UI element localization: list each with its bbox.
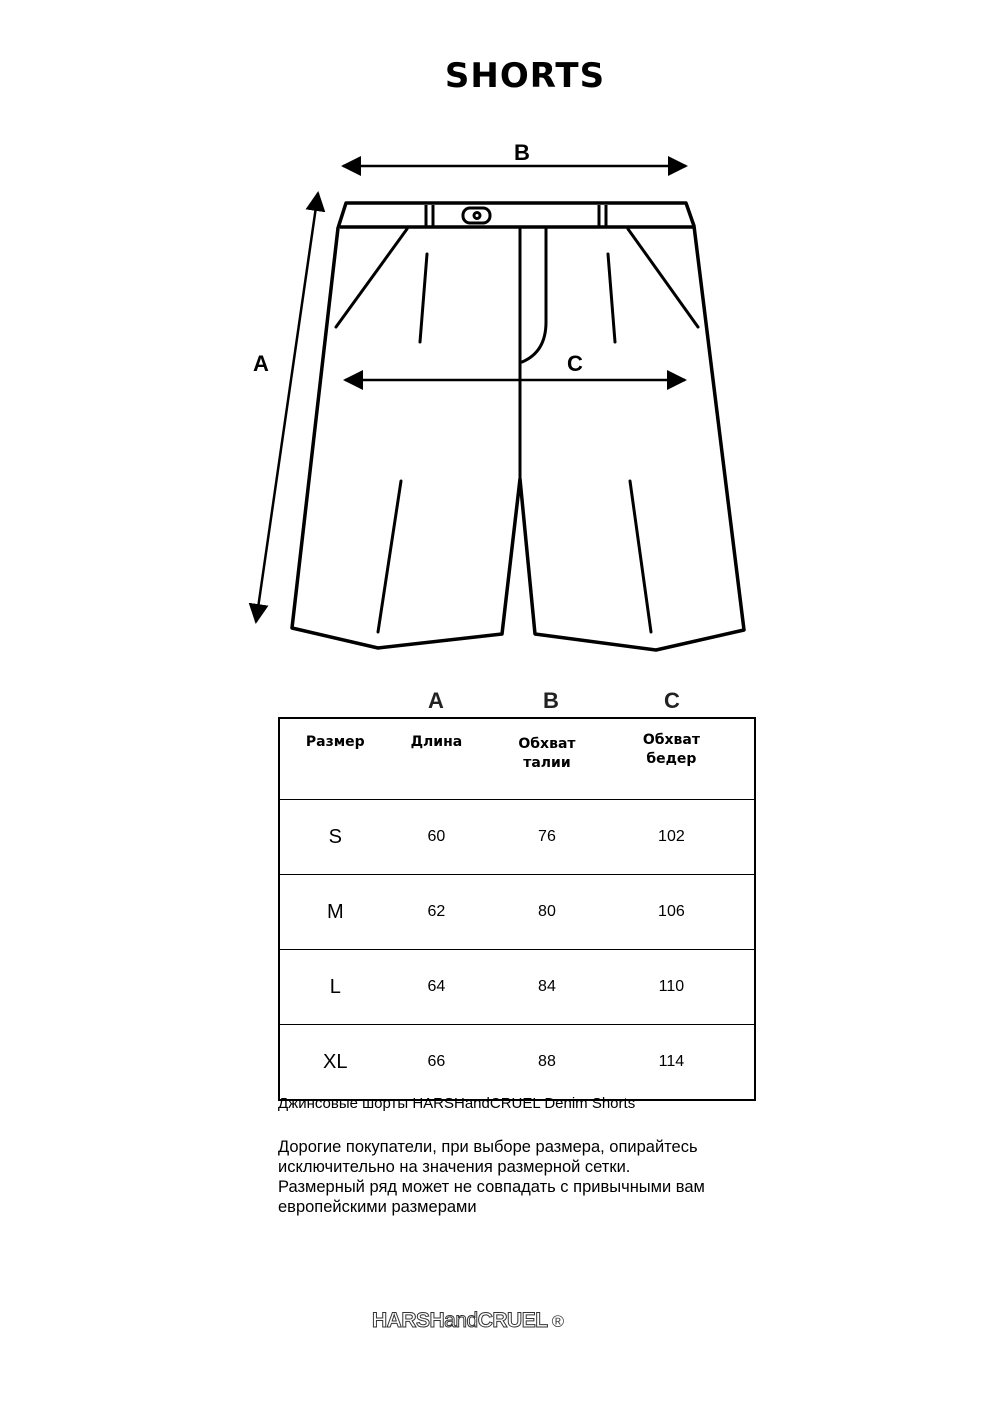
header-waist-line2: талии	[523, 755, 571, 771]
label-a: A	[253, 351, 269, 376]
advice-line: Дорогие покупатели, при выборе размера, опирайтесь	[278, 1138, 698, 1156]
size-advice	[278, 1137, 758, 1217]
cell-waist: 88	[482, 1025, 611, 1101]
advice-line: Размерный ряд может не совпадать с привычными вам	[278, 1178, 705, 1196]
advice-line: исключительно на значения размерной сетки.	[278, 1158, 631, 1176]
cell-length: 66	[391, 1025, 483, 1101]
shorts-diagram	[0, 0, 1000, 690]
cell-waist: 80	[482, 875, 611, 950]
cell-size: L	[279, 950, 391, 1025]
cell-length: 62	[391, 875, 483, 950]
page-title: SHORTS	[444, 56, 606, 96]
column-letter-c: C	[664, 688, 680, 713]
cell-size: M	[279, 875, 391, 950]
cell-length: 64	[391, 950, 483, 1025]
label-b: B	[514, 140, 530, 165]
shorts-outline	[292, 203, 744, 650]
column-letter-b: B	[543, 688, 559, 713]
header-hips	[612, 718, 731, 800]
cell-length: 60	[391, 800, 483, 875]
cell-hips: 114	[612, 1025, 731, 1101]
cell-waist: 76	[482, 800, 611, 875]
column-letter-a: A	[428, 688, 444, 713]
header-waist	[482, 718, 611, 800]
header-length: Длина	[391, 718, 483, 800]
table-row	[279, 1025, 755, 1101]
label-c: C	[567, 351, 583, 376]
table-row	[279, 950, 755, 1025]
header-hips-line1: Обхват	[642, 732, 700, 748]
cell-size: XL	[279, 1025, 391, 1101]
product-name: Джинсовые шорты HARSHandCRUEL Denim Shorts	[278, 1095, 636, 1112]
cell-hips: 102	[612, 800, 731, 875]
header-size: Размер	[279, 718, 391, 800]
cell-size: S	[279, 800, 391, 875]
cell-hips: 110	[612, 950, 731, 1025]
cell-hips: 106	[612, 875, 731, 950]
registered-mark: ®	[551, 1312, 564, 1331]
table-header-row	[279, 718, 755, 800]
header-hips-line2: бедер	[646, 751, 697, 767]
size-table	[278, 717, 756, 1101]
brand-logo: HARSHandCRUEL ®	[372, 1309, 564, 1332]
header-waist-line1: Обхват	[518, 736, 576, 752]
table-row	[279, 800, 755, 875]
table-row	[279, 875, 755, 950]
advice-line: европейскими размерами	[278, 1198, 477, 1216]
cell-waist: 84	[482, 950, 611, 1025]
